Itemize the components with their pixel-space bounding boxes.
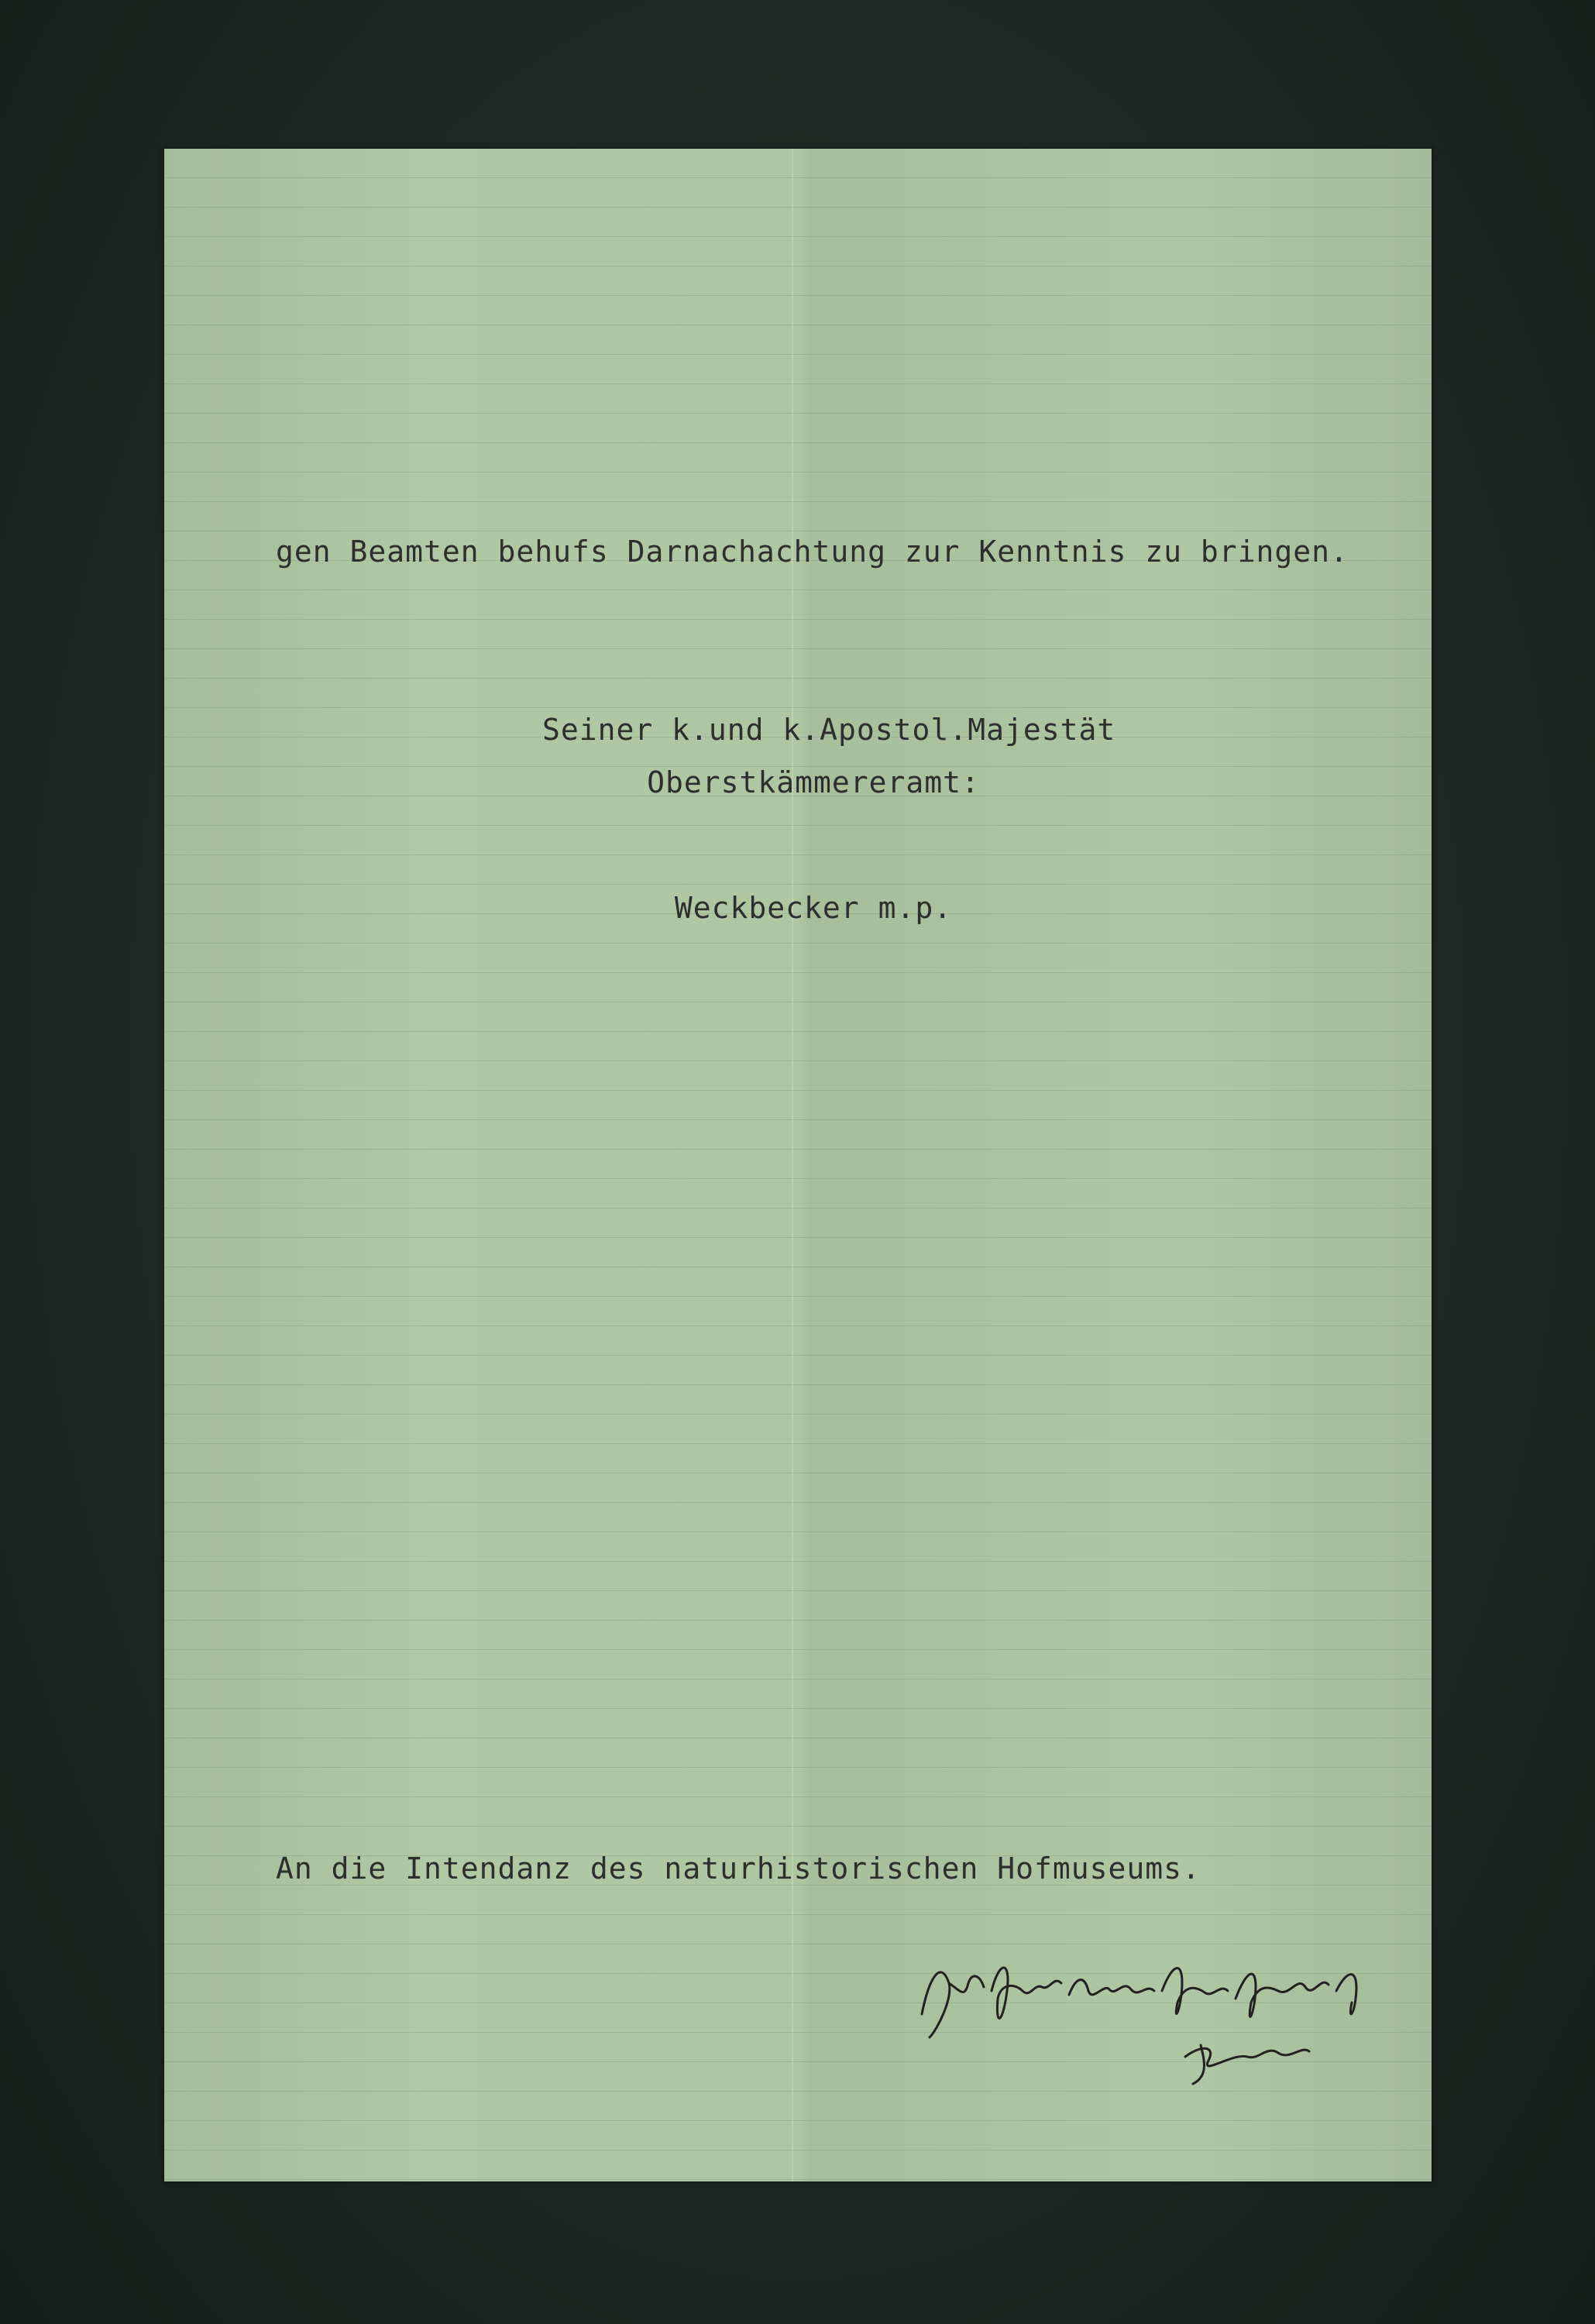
signature-block-line-1: Seiner k.und k.Apostol.Majestät bbox=[542, 713, 1116, 747]
recipient-line: An die Intendanz des naturhistorischen Hofmuseums. bbox=[276, 1851, 1201, 1886]
signer-name: Weckbecker m.p. bbox=[674, 891, 953, 925]
signature-block-line-2: Oberstkämmereramt: bbox=[647, 765, 980, 799]
handwritten-certification-signature bbox=[906, 1929, 1402, 2099]
body-text-line: gen Beamten behufs Darnachachtung zur Kenntnis zu bringen. bbox=[276, 535, 1349, 569]
